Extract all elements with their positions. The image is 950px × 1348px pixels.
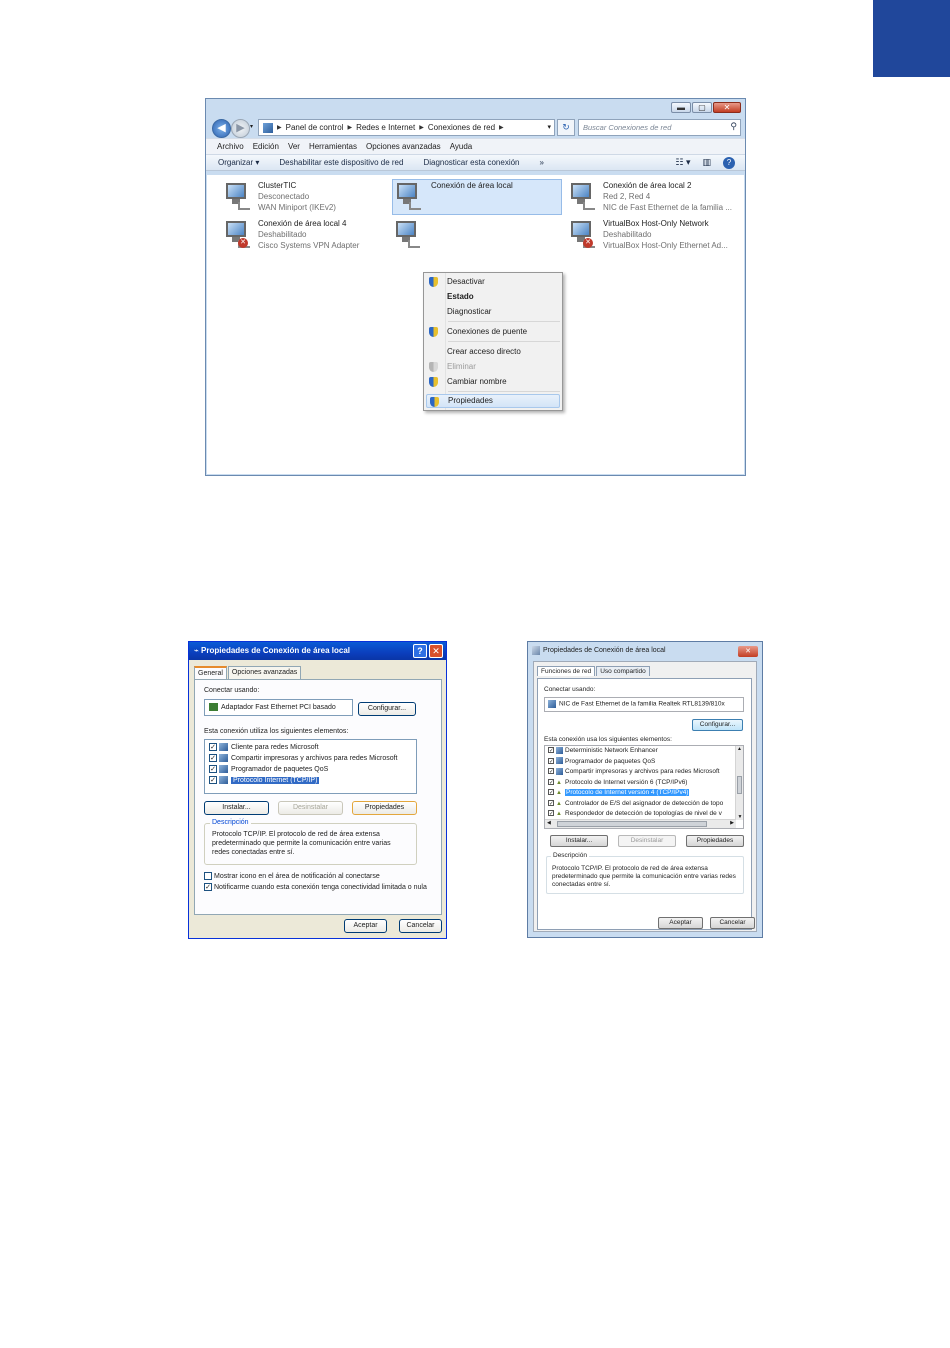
organize-button[interactable]: Organizar ▾ [218, 158, 260, 167]
description-text: Protocolo TCP/IP. El protocolo de red de área extensa predeterminado que permite la comunicación entre varias redes conectadas entre sí. [552, 865, 736, 888]
description-title: Descripción [212, 819, 249, 826]
menu-item-propiedades[interactable]: Propiedades [426, 394, 560, 408]
dialog-title: Propiedades de Conexión de área local [201, 646, 350, 655]
list-item[interactable]: ✓ Cliente para redes Microsoft [210, 744, 319, 752]
help-icon[interactable]: ? [723, 157, 735, 169]
back-arrow-icon[interactable]: ◀ [212, 119, 231, 138]
connection-status: Desconectado [258, 192, 310, 201]
checkbox[interactable]: ✓ [549, 758, 554, 765]
search-input[interactable] [578, 119, 741, 136]
shield-icon [429, 377, 438, 387]
corner-tab-decoration [873, 0, 950, 77]
more-commands-button[interactable]: » [539, 158, 544, 167]
shield-icon [429, 277, 438, 287]
list-item[interactable]: ✓ Programador de paquetes QoS [549, 757, 656, 765]
address-dropdown-icon[interactable]: ▾ [547, 124, 551, 131]
description-title: Descripción [553, 852, 587, 859]
install-button[interactable]: Instalar... [550, 835, 608, 847]
menu-item-cambiar-nombre[interactable]: Cambiar nombre [426, 375, 560, 389]
checkbox[interactable]: ✓ [210, 755, 216, 763]
protocol-icon [219, 776, 228, 784]
protocol-icon: ▲ [556, 790, 562, 796]
command-bar [206, 154, 745, 171]
menu-herramientas[interactable]: Herramientas [308, 142, 357, 151]
list-item-selected[interactable]: ✓ ▲ Protocolo de Internet versión 4 (TCP/IPv4) [548, 788, 689, 799]
connection-virtualbox[interactable] [567, 218, 742, 256]
description-text: Protocolo TCP/IP. El protocolo de red de área extensa predeterminado que permite la comunicación entre varias redes conectadas entre sí. [212, 831, 391, 856]
shield-icon [430, 397, 439, 407]
share-icon [219, 754, 228, 762]
minimize-button[interactable]: ▬ [671, 102, 691, 113]
connection-local-area[interactable] [392, 179, 562, 215]
list-item[interactable]: ✓ Compartir impresoras y archivos para redes Microsoft [210, 755, 398, 763]
list-item[interactable]: ✓ ▲ Controlador de E/S del asignador de detección de topo [548, 799, 723, 810]
tab-funciones-de-red[interactable]: Funciones de red [537, 666, 595, 676]
properties-button[interactable]: Propiedades [352, 801, 417, 815]
xp-properties-dialog [188, 641, 447, 939]
shield-icon [429, 362, 438, 372]
menu-item-diagnosticar[interactable]: Diagnosticar [447, 307, 492, 316]
protocol-icon: ▲ [556, 779, 562, 786]
view-options-icon[interactable]: ☷ ▾ [675, 157, 691, 167]
network-card-icon [209, 703, 218, 711]
uninstall-button: Desinstalar [618, 835, 676, 847]
dialog-title: Propiedades de Conexión de área local [543, 647, 666, 654]
connection-device: Cisco Systems VPN Adapter [258, 241, 360, 250]
connection-device: VirtualBox Host-Only Ethernet Ad... [603, 241, 728, 250]
list-item[interactable]: ✓ ▲ Respondedor de detección de topologías de nivel de v [548, 809, 722, 820]
close-button[interactable]: ✕ [738, 646, 758, 657]
connection-name: VirtualBox Host-Only Network [603, 219, 709, 228]
vertical-scrollbar[interactable] [735, 746, 743, 820]
network-icon: ⌁ [194, 646, 202, 655]
scrollbar-thumb[interactable] [737, 776, 742, 794]
option-notify-limited[interactable] [204, 883, 429, 892]
menu-archivo[interactable]: Archivo [217, 142, 244, 151]
checkbox[interactable]: ✓ [205, 884, 211, 892]
scroll-left-icon[interactable]: ◀ [547, 820, 551, 826]
connection-device: WAN Miniport (IKEv2) [258, 203, 336, 212]
checkbox[interactable]: ✓ [549, 779, 554, 786]
menu-item-eliminar: Eliminar [426, 360, 560, 374]
items-label: Esta conexión usa los siguientes elementos: [544, 736, 672, 743]
forward-arrow-icon[interactable]: ▶ [231, 119, 250, 138]
network-card-icon [548, 700, 556, 708]
option-label: Notificarme cuando esta conexión tenga conectividad limitada o nula [214, 884, 427, 891]
list-item[interactable]: ✓ Deterministic Network Enhancer [549, 747, 658, 755]
breadcrumb-item[interactable]: Panel de control [285, 123, 344, 132]
menu-item-desactivar[interactable]: Desactivar [426, 275, 560, 289]
checkbox[interactable]: ✓ [549, 811, 554, 818]
adapter-field [204, 699, 353, 716]
breadcrumb-item[interactable]: Redes e Internet [356, 123, 416, 132]
connect-using-label: Conectar usando: [204, 687, 260, 694]
components-list[interactable] [544, 745, 744, 829]
maximize-button[interactable]: ▢ [692, 102, 712, 113]
search-icon: ⚲ [730, 121, 737, 131]
close-button[interactable]: ✕ [713, 102, 741, 113]
connection-device: NIC de Fast Ethernet de la familia ... [603, 203, 732, 212]
description-group [204, 819, 417, 865]
checkbox[interactable]: ✓ [549, 769, 554, 776]
xp-dialog-titlebar [189, 642, 446, 660]
menu-ayuda[interactable]: Ayuda [449, 142, 473, 151]
cancel-button[interactable]: Cancelar [710, 917, 755, 929]
network-adapter-icon [222, 182, 252, 212]
checkbox[interactable]: ✓ [210, 766, 216, 774]
adapter-field [544, 697, 744, 712]
share-icon [556, 768, 563, 775]
list-item[interactable]: ✓ ▲ Protocolo de Internet versión 6 (TCP/IPv6) [548, 778, 687, 789]
checkbox[interactable]: ✓ [210, 777, 216, 785]
scroll-up-icon[interactable]: ▲ [737, 746, 742, 752]
checkbox[interactable]: ✓ [549, 790, 554, 797]
scroll-right-icon[interactable]: ▶ [730, 820, 734, 826]
network-adapter-icon: ✕ [567, 220, 597, 250]
horizontal-scrollbar[interactable] [545, 819, 736, 828]
ok-button[interactable]: Aceptar [658, 917, 703, 929]
connection-name: Conexión de área local 2 [603, 181, 692, 190]
network-adapter-icon: ✕ [222, 220, 252, 250]
breadcrumb-item[interactable]: Conexiones de red [427, 123, 496, 132]
connection-clustertic[interactable] [222, 180, 412, 218]
menu-item-conexiones-de-puente[interactable]: Conexiones de puente [426, 325, 560, 339]
list-item-selected[interactable]: ✓ Protocolo Internet (TCP/IP) [210, 777, 318, 785]
option-show-icon[interactable] [204, 872, 429, 881]
configure-button[interactable]: Configurar... [358, 702, 416, 716]
connect-using-label: Conectar usando: [544, 686, 596, 693]
menu-opciones-avanzadas[interactable]: Opciones avanzadas [365, 142, 441, 151]
uninstall-button: Desinstalar [278, 801, 343, 815]
cancel-button[interactable]: Cancelar [399, 919, 442, 933]
connections-list [207, 175, 744, 474]
checkbox[interactable]: ✓ [549, 800, 554, 807]
checkbox[interactable]: ✓ [210, 744, 216, 752]
items-label: Esta conexión utiliza los siguientes elementos: [204, 728, 349, 735]
network-adapter-icon [393, 182, 423, 212]
tab-page-funciones [537, 678, 752, 930]
checkbox[interactable] [204, 872, 212, 880]
adapter-name: NIC de Fast Ethernet de la familia Realtek RTL8139/810x [559, 700, 725, 708]
menu-ver[interactable]: Ver [287, 142, 300, 151]
diagnose-connection-button[interactable]: Diagnosticar esta conexión [423, 158, 520, 167]
tab-page-general [194, 679, 442, 915]
client-icon [219, 743, 228, 751]
install-button[interactable]: Instalar... [204, 801, 269, 815]
qos-icon [556, 757, 563, 764]
menu-item-estado[interactable]: Estado [447, 292, 474, 301]
list-item[interactable]: ✓ Programador de paquetes QoS [210, 766, 329, 774]
connection-name: Conexión de área local 4 [258, 219, 347, 228]
scroll-down-icon[interactable]: ▼ [737, 814, 743, 820]
connection-hidden-item[interactable] [392, 218, 422, 256]
menu-item-crear-acceso-directo[interactable]: Crear acceso directo [447, 347, 521, 356]
disable-device-button[interactable]: Deshabilitar este dispositivo de red [279, 158, 404, 167]
recent-pages-chevron-icon[interactable]: ▾ [250, 124, 254, 130]
control-panel-icon [263, 123, 273, 133]
close-button[interactable]: ✕ [429, 644, 443, 658]
refresh-icon[interactable]: ↻ [557, 119, 575, 136]
address-bar[interactable]: ▶ Panel de control ▶ Redes e Internet ▶ Conexiones de red ▶ ▾ [258, 119, 555, 136]
window-caption [206, 99, 745, 115]
preview-pane-icon[interactable]: ▥ [702, 157, 711, 167]
protocol-icon: ▲ [556, 800, 562, 807]
option-label: Mostrar icono en el área de notificación al conectarse [214, 873, 380, 880]
connection-local-area-4[interactable] [222, 218, 412, 256]
search-placeholder: Buscar Conexiones de red [583, 123, 672, 132]
context-menu [423, 272, 563, 411]
connection-status: Deshabilitado [258, 230, 307, 239]
list-item[interactable]: ✓ Compartir impresoras y archivos para redes Microsoft [549, 768, 720, 776]
connection-name: ClusterTIC [258, 181, 297, 190]
w7-dialog-titlebar [528, 642, 762, 660]
qos-icon [219, 765, 228, 773]
shield-icon [429, 327, 438, 337]
help-button[interactable]: ? [413, 644, 427, 658]
connection-local-area-2[interactable] [567, 180, 742, 218]
menu-bar [206, 138, 745, 154]
properties-button[interactable]: Propiedades [686, 835, 744, 847]
tab-uso-compartido[interactable]: Uso compartido [596, 666, 650, 676]
service-icon [556, 747, 563, 754]
network-icon [532, 646, 540, 655]
tab-opciones-avanzadas[interactable]: Opciones avanzadas [228, 666, 301, 679]
tab-general[interactable]: General [194, 666, 227, 679]
scrollbar-thumb[interactable] [557, 821, 707, 827]
components-list[interactable] [204, 739, 417, 794]
network-connections-window [205, 98, 746, 476]
connection-status: Deshabilitado [603, 230, 652, 239]
protocol-icon: ▲ [556, 811, 562, 817]
menu-edicion[interactable]: Edición [252, 142, 279, 151]
network-adapter-icon [567, 182, 597, 212]
connection-status: Red 2, Red 4 [603, 192, 651, 201]
connection-name: Conexión de área local [431, 181, 513, 190]
description-group [546, 852, 744, 894]
configure-button[interactable]: Configurar... [692, 719, 743, 731]
network-adapter-icon [392, 220, 422, 250]
checkbox[interactable]: ✓ [549, 748, 554, 755]
adapter-name: Adaptador Fast Ethernet PCI basado [221, 703, 336, 711]
w7-properties-dialog [527, 641, 763, 938]
ok-button[interactable]: Aceptar [344, 919, 387, 933]
